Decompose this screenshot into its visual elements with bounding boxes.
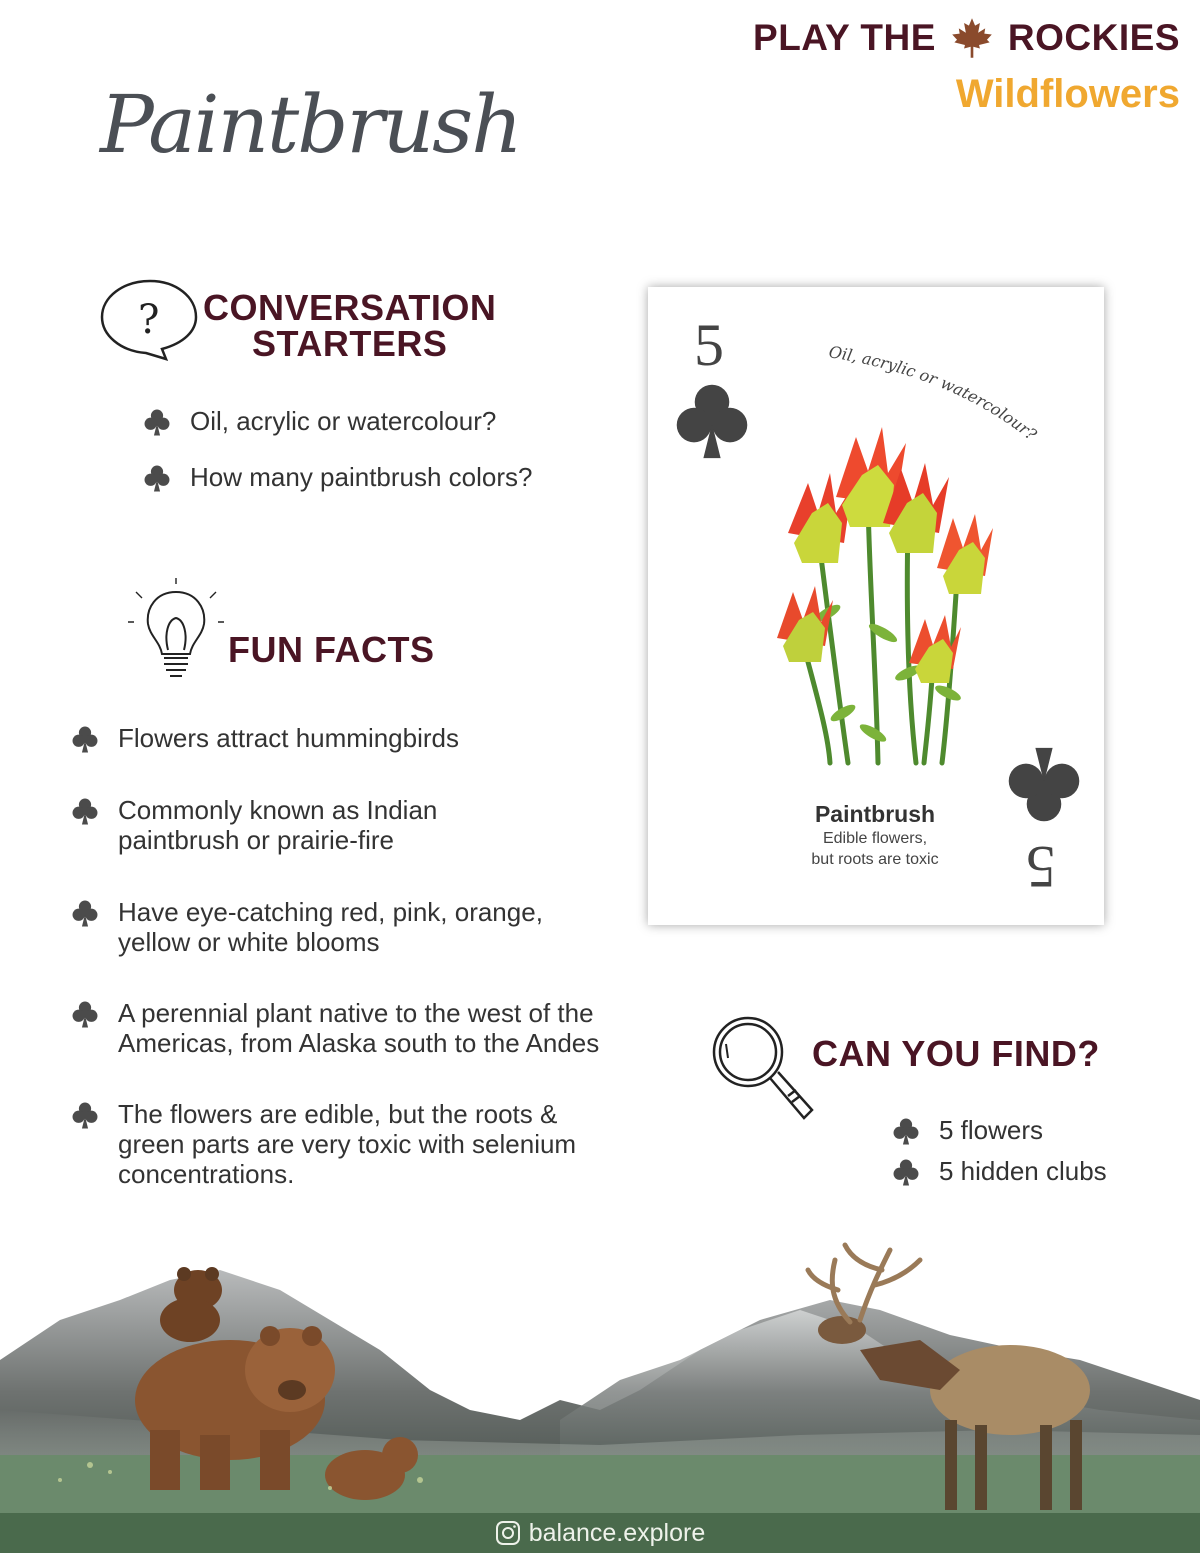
brand-subtitle: Wildflowers bbox=[955, 72, 1180, 116]
conversation-heading bbox=[203, 287, 497, 364]
fact-line: Flowers attract hummingbirds bbox=[118, 723, 459, 753]
maple-leaf-icon bbox=[950, 16, 994, 60]
fact-line: yellow or white blooms bbox=[118, 927, 380, 957]
lightbulb-icon bbox=[128, 578, 224, 686]
club-bullet-icon bbox=[893, 1117, 919, 1145]
list-item bbox=[893, 1156, 1107, 1186]
fact-line: concentrations. bbox=[118, 1159, 295, 1189]
card-caption bbox=[766, 801, 984, 870]
list-item bbox=[72, 723, 459, 753]
speech-bubble-question-icon bbox=[98, 275, 202, 363]
find-item-text: 5 flowers bbox=[939, 1115, 1044, 1145]
instagram-handle[interactable]: balance.explore bbox=[528, 1518, 706, 1547]
svg-text:?: ? bbox=[138, 297, 160, 343]
curved-caption-text: Oil, acrylic or watercolour? bbox=[827, 342, 1041, 445]
card-rank-top: 5 bbox=[694, 312, 724, 378]
brand-left: PLAY THE bbox=[753, 17, 936, 58]
find-heading: CAN YOU FIND? bbox=[812, 1033, 1100, 1074]
fact-line: Americas, from Alaska south to the Andes bbox=[118, 1028, 600, 1058]
list-item bbox=[72, 1099, 576, 1189]
list-item bbox=[72, 897, 543, 957]
instagram-icon[interactable] bbox=[495, 1520, 521, 1546]
conversation-heading-line2: STARTERS bbox=[252, 323, 448, 364]
fact-line: green parts are very toxic with selenium bbox=[118, 1129, 577, 1159]
brand-title bbox=[753, 16, 1180, 60]
club-bullet-icon bbox=[144, 464, 170, 492]
club-bullet-icon bbox=[72, 797, 98, 825]
footer bbox=[0, 1513, 1200, 1553]
card-rank-bottom: 5 bbox=[1026, 834, 1056, 900]
club-bullet-icon bbox=[893, 1158, 919, 1186]
club-bullet-icon bbox=[72, 1000, 98, 1028]
find-item-text: 5 hidden clubs bbox=[939, 1156, 1107, 1186]
club-bullet-icon bbox=[144, 408, 170, 436]
fact-line: The flowers are edible, but the roots & bbox=[118, 1099, 558, 1129]
club-icon bbox=[1008, 745, 1080, 827]
list-item bbox=[72, 998, 599, 1058]
club-icon bbox=[676, 379, 748, 461]
fun-facts-heading: FUN FACTS bbox=[228, 629, 435, 670]
list-item bbox=[893, 1115, 1043, 1145]
fact-line: paintbrush or prairie-fire bbox=[118, 825, 395, 855]
mountain-wildlife-illustration bbox=[0, 1240, 1200, 1515]
list-item bbox=[144, 462, 533, 492]
fact-line: A perennial plant native to the west of the bbox=[118, 998, 594, 1028]
club-bullet-icon bbox=[72, 899, 98, 927]
conversation-item-text: How many paintbrush colors? bbox=[190, 462, 533, 492]
conversation-item-text: Oil, acrylic or watercolour? bbox=[190, 406, 497, 436]
playing-card bbox=[648, 287, 1104, 925]
club-bullet-icon bbox=[72, 1101, 98, 1129]
conversation-heading-line1: CONVERSATION bbox=[203, 287, 497, 328]
page-title: Paintbrush bbox=[100, 78, 521, 171]
fact-line: Have eye-catching red, pink, orange, bbox=[118, 897, 543, 927]
card-sub-line1: Edible flowers, bbox=[822, 830, 928, 847]
brand-right: ROCKIES bbox=[1007, 17, 1180, 58]
list-item bbox=[144, 406, 496, 436]
club-bullet-icon bbox=[72, 725, 98, 753]
paintbrush-flower-illustration bbox=[758, 413, 998, 783]
fact-line: Commonly known as Indian bbox=[118, 795, 438, 825]
card-sub-line2: but roots are toxic bbox=[811, 851, 939, 868]
magnifying-glass-icon bbox=[706, 1010, 816, 1130]
list-item bbox=[72, 795, 437, 855]
card-name: Paintbrush bbox=[814, 801, 936, 827]
